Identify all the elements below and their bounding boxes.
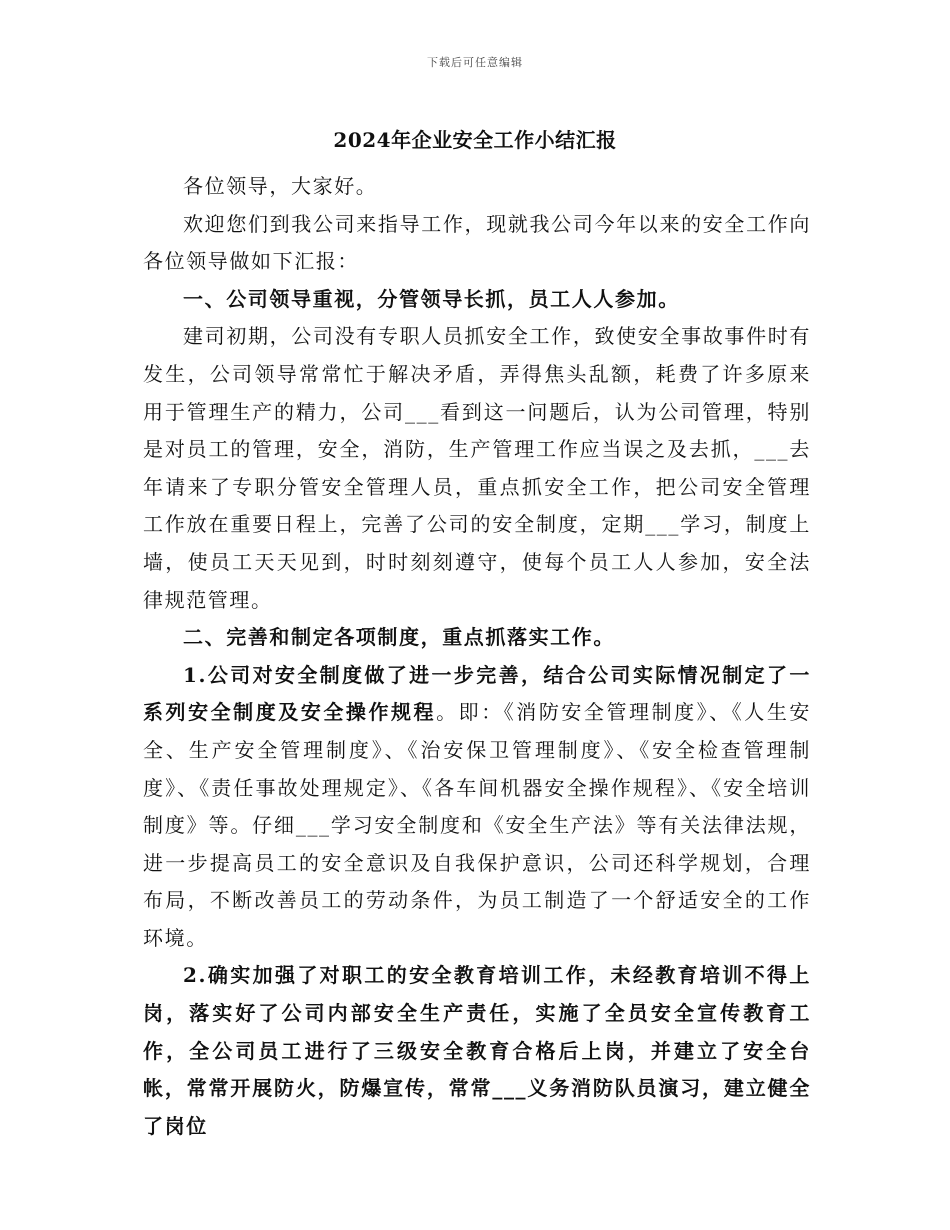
page-header-note: 下载后可任意编辑 — [427, 56, 523, 69]
document-body — [143, 168, 811, 1145]
section-1-heading: 一、公司领导重视，分管领导长抓，员工人人参加。 — [183, 286, 680, 311]
item-1-paragraph — [143, 657, 811, 958]
section-2-heading: 二、完善和制定各项制度，重点抓落实工作。 — [183, 625, 615, 650]
intro-paragraph: 欢迎您们到我公司来指导工作，现就我公司今年以来的安全工作向各位领导做如下汇报： — [143, 211, 811, 274]
item-1-bold-lead: 1.公司对安全制度做了进一步完善，结合公司实际情况制定了一系列安全制度及安全操作规程 — [143, 662, 811, 725]
item-2-paragraph: 2.确实加强了对职工的安全教育培训工作，未经教育培训不得上岗，落实好了公司内部安全生产责任，实施了全员安全宣传教育工作，全公司员工进行了三级安全教育合格后上岗，并建立了安全台帐，常常开展防火，防爆宣传，常常___义务消防队员演习，建立健全了岗位 — [143, 963, 811, 1138]
document-title: 2024年企业安全工作小结汇报 — [333, 128, 617, 152]
item-1-rest: 。即：《消防安全管理制度》、《人生安全、生产安全管理制度》、《治安保卫管理制度》、《安全检查管理制度》、《责任事故处理规定》、《各车间机器安全操作规程》、《安全培训制度》等。仔细___学习安全制度和《安全生产法》等有关法律法规，进一步提高员工的安全意识及自我保护意识，公司还科学规划，合理布局，不断改善员工的劳动条件，为员工制造了一个舒适安全的工作环境。 — [143, 700, 811, 950]
greeting-paragraph: 各位领导，大家好。 — [183, 174, 378, 198]
section-1-paragraph: 建司初期，公司没有专职人员抓安全工作，致使安全事故事件时有发生，公司领导常常忙于解决矛盾，弄得焦头乱额，耗费了许多原来用于管理生产的精力，公司___看到这一问题后，认为公司管理，特别是对员工的管理，安全，消防，生产管理工作应当误之及去抓，___去年请来了专职分管安全管理人员，重点抓安全工作，把公司安全管理工作放在重要日程上，完善了公司的安全制度，定期___学习，制度上墙，使员工天天见到，时时刻刻遵守，使每个员工人人参加，安全法律规范管理。 — [143, 324, 811, 612]
